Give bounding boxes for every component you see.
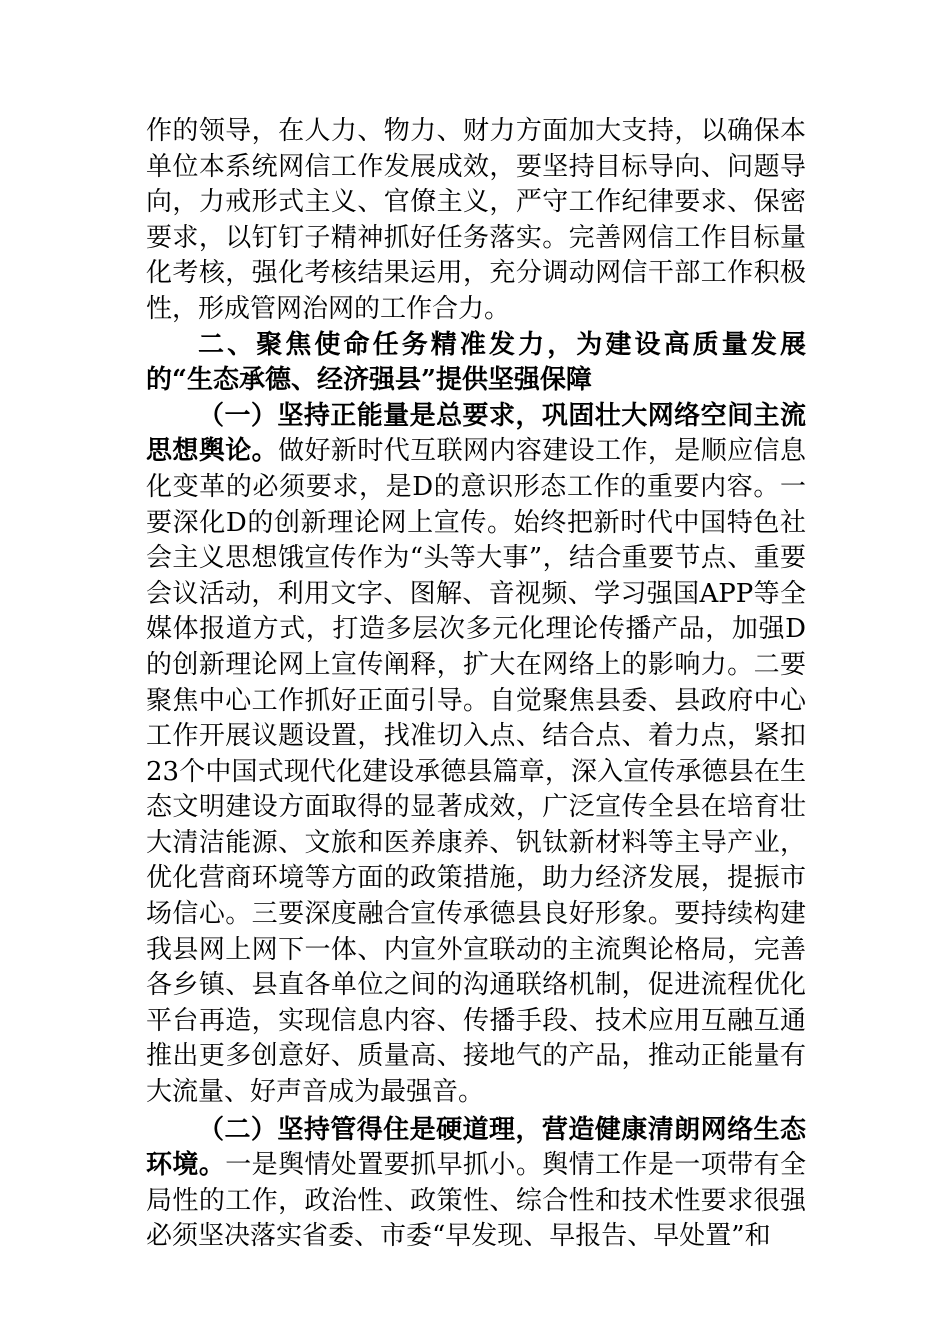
subsection-1-heading: （一）坚持正能量是总要求，巩固壮大网络空间主流思想舆论。 — [146, 400, 806, 467]
subsection-2-body: 一是舆情处置要抓早抓小。舆情工作是一项带有全局性的工作，政治性、政策性、综合性和技术性要求很强必须坚决落实省委、市委“早发现、早报告、早处置”和 — [146, 1150, 806, 1252]
subsection-1-paragraph — [146, 399, 806, 1111]
section-heading: 二、聚焦使命任务精准发力，为建设高质量发展的“生态承德、经济强县”提供坚强保障 — [146, 329, 806, 396]
paragraph-continued: 作的领导，在人力、物力、财力方面加大支持，以确保本单位本系统网信工作发展成效，要坚持目标导向、问题导向，力戒形式主义、官僚主义，严守工作纪律要求、保密要求，以钉钉子精神抓好任务落实。完善网信工作目标量化考核，强化考核结果运用，充分调动网信干部工作积极性，形成管网治网的工作合力。 — [146, 116, 806, 324]
subsection-2-paragraph — [146, 1113, 806, 1255]
subsection-2-heading: （二）坚持管得住是硬道理，营造健康清朗网络生态环境。 — [146, 1114, 806, 1181]
document-page — [146, 114, 806, 1255]
subsection-1-body: 做好新时代互联网内容建设工作，是顺应信息化变革的必须要求，是D的意识形态工作的重要内容。一要深化D的创新理论网上宣传。始终把新时代中国特色社会主义思想饿宣传作为“头等大事”，结合重要节点、重要会议活动，利用文字、图解、音视频、学习强国APP等全媒体报道方式，打造多层次多元化理论传播产品，加强D的创新理论网上宣传阐释，扩大在网络上的影响力。二要聚焦中心工作抓好正面引导。自觉聚焦县委、县政府中心工作开展议题设置，找准切入点、结合点、着力点，紧扣23个中国式现代化建设承德县篇章，深入宣传承德县在生态文明建设方面取得的显著成效，广泛宣传全县在培育壮大清洁能源、文旅和医养康养、钒钛新材料等主导产业，优化营商环境等方面的政策措施，助力经济发展，提振市场信心。三要深度融合宣传承德县良好形象。要持续构建我县网上网下一体、内宣外宣联动的主流舆论格局，完善各乡镇、县直各单位之间的沟通联络机制，促进流程优化平台再造，实现信息内容、传播手段、技术应用互融互通推出更多创意好、质量高、接地气的产品，推动正能量有大流量、好声音成为最强音。 — [146, 436, 806, 1108]
